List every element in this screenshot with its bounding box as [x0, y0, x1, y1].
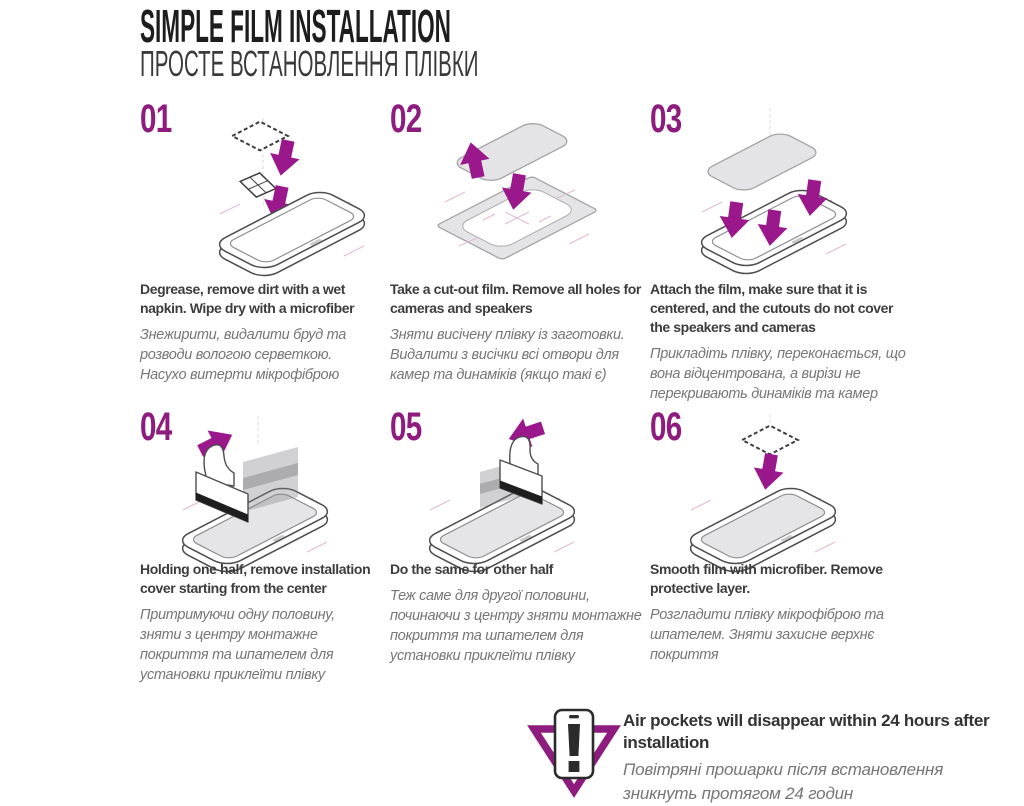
step-1-text-ua: Знежирити, видалити бруд та розводи вологою серветкою. Насухо витерти мікрофіброю — [140, 327, 347, 383]
step-5-number: 05 — [390, 405, 422, 449]
step-3-illustration — [650, 106, 908, 274]
microfiber-icon — [240, 173, 276, 197]
step-4-text-ua: Притримуючи одну половину, зняти з центру монтажне покриття та шпателем для установки приклеїти плівку — [140, 607, 335, 683]
step-1-number: 01 — [140, 97, 172, 141]
step-2-text-en: Take a cut-out film. Remove all holes for cameras and speakers — [390, 281, 641, 316]
step-2-number: 02 — [390, 97, 422, 141]
step-5-illustration — [390, 414, 642, 566]
step-6-number: 06 — [650, 405, 682, 449]
step-4-illustration — [140, 414, 375, 566]
step-5-text-en: Do the same for other half — [390, 561, 554, 577]
film-icon — [702, 131, 822, 193]
step-6-illustration — [650, 414, 902, 566]
step-4-text-en: Holding one half, remove installation cover starting from the center — [140, 561, 371, 596]
step-3-text-ua: Прикладіть плівку, переконається, що вона відцентрована, а вирізи не перекривають динаміків та камер — [650, 346, 906, 402]
napkin-icon — [742, 426, 798, 455]
step-3-number: 03 — [650, 97, 682, 141]
step-1-text-en: Degrease, remove dirt with a wet napkin. Wipe dry with a microfiber — [140, 281, 355, 316]
phone-alert-icon — [555, 710, 593, 778]
page-title: SIMPLE FILM INSTALLATION — [140, 0, 451, 52]
step-1-illustration — [140, 106, 375, 274]
step-4-number: 04 — [140, 405, 172, 449]
napkin-icon — [232, 122, 288, 151]
warning-icon — [524, 698, 624, 802]
step-6-text-ua: Розгладити плівку мікрофіброю та шпателем. Зняти захисне верхнє покриття — [650, 607, 884, 663]
step-5-text-ua: Теж саме для другої половини, починаючи з центру зняти монтажне покриття та шпателем для установки приклеїти плівку — [390, 588, 642, 664]
header — [140, 0, 775, 84]
note-text-en: Air pockets will disappear within 24 hours after installation — [623, 711, 990, 752]
step-2-text-ua: Зняти висічену плівку із заготовки. Видалити з висічки всі отвори для камер та динаміків (якщо такі є) — [390, 327, 625, 383]
step-6-text-en: Smooth film with microfiber. Remove protective layer. — [650, 561, 883, 596]
arrow-down-icon — [750, 452, 786, 493]
page-subtitle: ПРОСТЕ ВСТАНОВЛЕННЯ ПЛІВКИ — [140, 43, 479, 84]
step-2-illustration — [390, 106, 642, 274]
step-3-text-en: Attach the film, make sure that it is centered, and the cutouts do not cover the speakers and cameras — [650, 281, 894, 335]
note-text-ua: Повітряні прошарки після встановлення зникнуть протягом 24 годин — [623, 760, 944, 803]
